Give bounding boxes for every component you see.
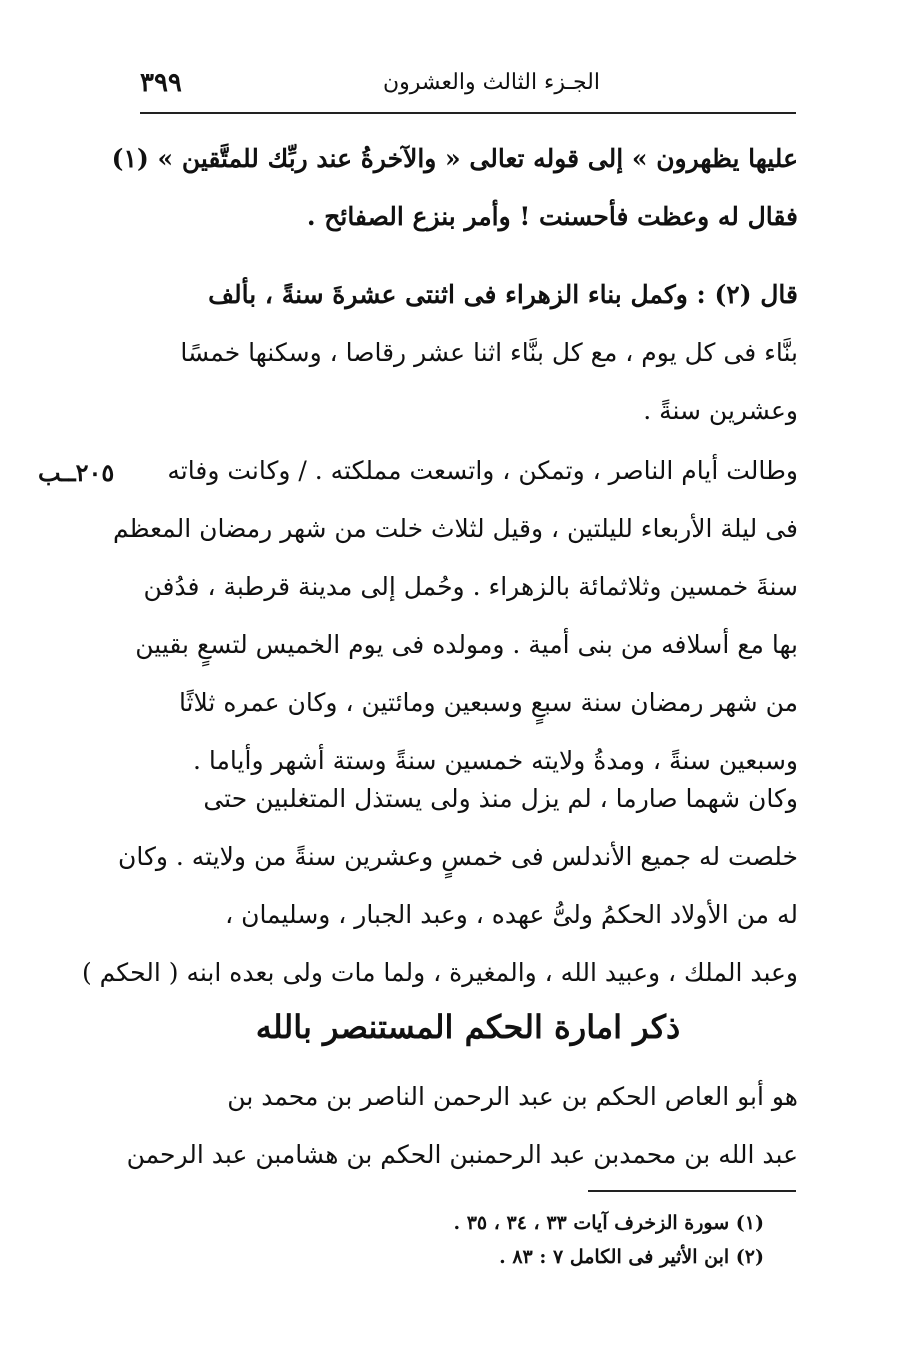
text-line: بها مع أسلافه من بنى أمية . ومولده فى يوم الخميس لتسعٍ بقيين (135, 630, 798, 659)
text-line: له من الأولاد الحكمُ ولىُّ عهده ، وعبد الجبار ، وسليمان ، (225, 900, 798, 929)
page-number: ٣٩٩ (140, 68, 182, 98)
footnote-2: (٢) ابن الأثير فى الكامل ٧ : ٨٣ . (499, 1246, 764, 1268)
header-rule (140, 112, 796, 114)
text-line: وكان شهما صارما ، لم يزل منذ ولى يستذل المتغلبين حتى (203, 784, 798, 813)
text-line: هو أبو العاص الحكم بن عبد الرحمن الناصر بن محمد بن (227, 1082, 798, 1111)
paragraph-1 (111, 130, 798, 246)
text-line: سنةَ خمسين وثلاثمائة بالزهراء . وحُمل إلى مدينة قرطبة ، فدُفن (143, 572, 798, 601)
paragraph-4 (81, 770, 798, 1002)
footnote-rule (588, 1190, 796, 1192)
text-line: وعبد الملك ، وعبيد الله ، والمغيرة ، ولما مات ولى بعده ابنه ( الحكم ) (81, 958, 798, 987)
text-line: خلصت له جميع الأندلس فى خمسٍ وعشرين سنةً من ولايته . وكان (117, 842, 798, 871)
text-line: عبد الله بن محمدبن عبد الرحمنبن الحكم بن هشامبن عبد الرحمن (126, 1140, 798, 1169)
text-line: قال (٢) : وكمل بناء الزهراء فى اثنتى عشرةَ سنةً ، بألف (208, 280, 798, 309)
closing-paragraph (126, 1068, 798, 1184)
text-line: فى ليلة الأربعاء لليلتين ، وقيل لثلاث خلت من شهر رمضان المعظم (112, 514, 798, 543)
text-line: وطالت أيام الناصر ، وتمكن ، واتسعت مملكته . / وكانت وفاته (167, 456, 798, 485)
text-line: بنَّاء فى كل يوم ، مع كل بنَّاء اثنا عشر رقاصا ، وسكنها خمسًا (180, 338, 798, 367)
footnotes (264, 1206, 764, 1274)
text-line: عليها يظهرون » إلى قوله تعالى « والآخرةُ عند ربِّك للمتَّقين » (١) (111, 144, 798, 173)
margin-folio-note: ٢٠٥ــب (38, 458, 115, 487)
paragraph-2 (138, 266, 798, 440)
text-line: وسبعين سنةً ، ومدةُ ولايته خمسين سنةً وستة أشهر وأياما . (193, 746, 798, 775)
paragraph-3 (112, 442, 798, 790)
text-line: من شهر رمضان سنة سبعٍ وسبعين ومائتين ، وكان عمره ثلاثًا (178, 688, 798, 717)
text-line: فقال له وعظت فأحسنت ! وأمر بنزع الصفائح . (306, 202, 798, 231)
page-header (140, 68, 790, 108)
section-heading: ذكر امارة الحكم المستنصر بالله (255, 1008, 681, 1046)
running-title: الجـزء الثالث والعشرون (383, 70, 600, 95)
footnote-1: (١) سورة الزخرف آيات ٣٣ ، ٣٤ ، ٣٥ . (453, 1212, 764, 1234)
text-line: وعشرين سنةً . (643, 396, 798, 425)
